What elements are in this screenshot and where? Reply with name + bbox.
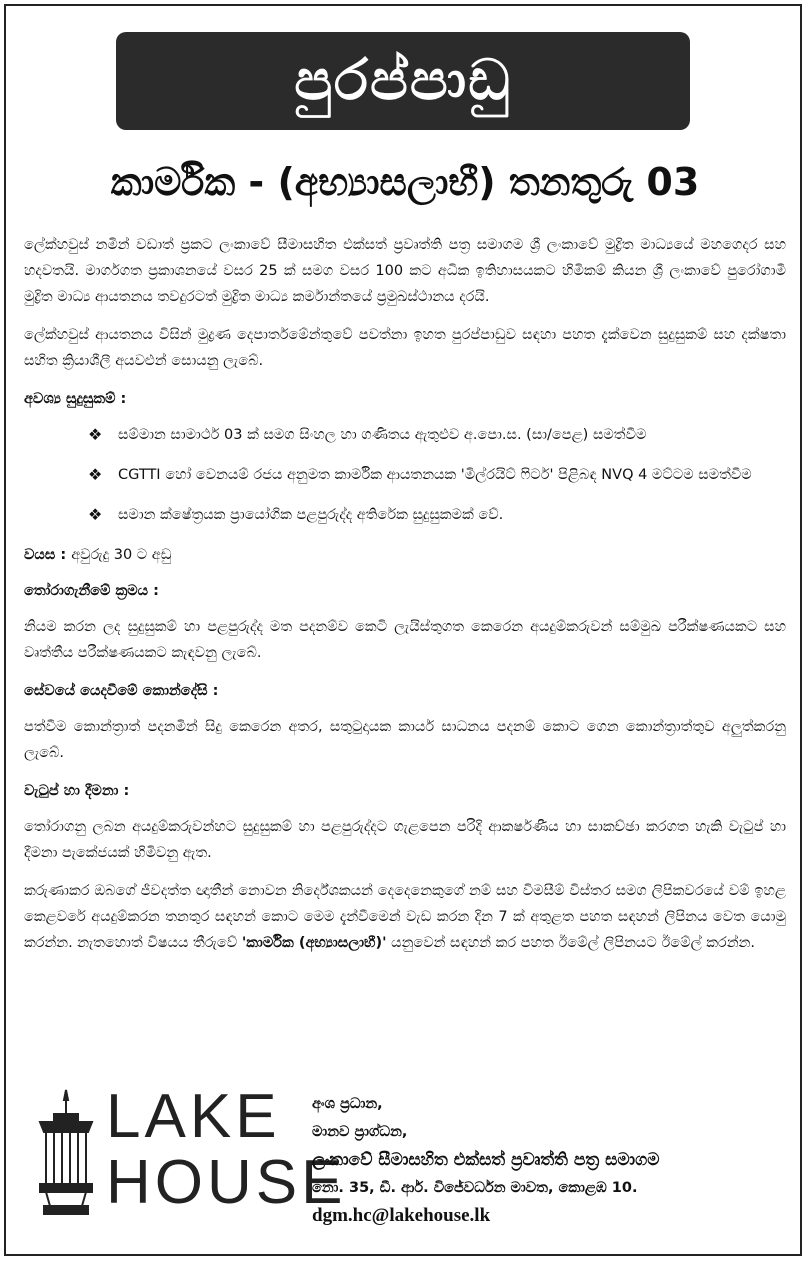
salary-paragraph: තෝරාගනු ලබන අයදුම්කරුවන්හට සුදුසුකම් හා පළපුරුද්දට ගැළපෙන පරිදි ආකර්ෂණීය හා සාකච්ඡා කරගත හැකි වැටුප් හා දීමනා පැකේජයක් හිමිවනු ඇත.	[24, 819, 786, 861]
requirement-text: සම්මාන සාමාර්ථ 03 ක් සමග සිංහල හා ගණිතය ඇතුළුව අ.පො.ස. (සා/පෙළ) සමත්වීම	[118, 427, 647, 443]
requirements-heading: අවශ්‍ය සුදුසුකම් :	[24, 391, 127, 407]
conditions-heading: සේවයේ යෙදවීමේ කොන්දේසි :	[24, 683, 219, 699]
address-line-2: මානව ප්‍රාග්ධන,	[312, 1124, 408, 1140]
salary-heading: වැටුප් හා දීමනා :	[24, 783, 130, 799]
address-line-1: අංශ ප්‍රධාන,	[312, 1096, 383, 1112]
application-text-end: යනුවෙන් සඳහන් කර පහත ඊමේල් ලිපිනයට ඊමේල් කරන්න.	[391, 935, 755, 951]
logo-word-lake: LAKE	[106, 1082, 281, 1151]
organization-name: ලංකාවේ සීමාසහිත එක්සත් ප්‍රවෘත්ති පත්‍ර සමාගම	[312, 1150, 660, 1170]
advert-body	[24, 232, 786, 968]
banner-title: පුරප්පාඩු	[294, 48, 512, 113]
lake-house-logo	[34, 1082, 347, 1222]
vacancies-banner	[116, 32, 690, 130]
email-subject-text: 'කාර්මික (අභ්‍යාසලාභී)'	[241, 935, 387, 951]
list-item	[88, 502, 786, 528]
age-requirement	[24, 542, 786, 568]
contact-address	[312, 1090, 782, 1230]
diamond-bullet-icon: ❖	[88, 425, 103, 444]
contact-email: dgm.hc@lakehouse.lk	[312, 1205, 491, 1226]
selection-paragraph: නියම කරන ලද සුදුසුකම් හා පළපුරුද්ද මත පදනම්ව කෙටි ලැයිස්තුගත කෙරෙන අයදුම්කරුවන් සම්මුඛ පරීක්ෂණයකට සහ වෘත්තීය පරීක්ෂණයකට කැඳවනු ලැබේ.	[24, 619, 786, 661]
diamond-bullet-icon: ❖	[88, 505, 103, 524]
requirements-list	[24, 422, 786, 528]
application-text: කරුණාකර ඔබගේ ජීවදත්ත ඥාතීන් නොවන නිර්දේශකයන් දෙදෙනෙකුගේ නම් සහ විමසීම් විස්තර සමග ලිපිකවරයේ වම් ඉහළ කෙළවරේ අයදුම්කරන තනතුර සඳහන් කොට මෙම දැන්වීමෙන් වැඩ කරන දින 7 ක් අතුළත පහත සඳහන් ලිපිනය වෙත යොමු කරන්න. නැතහොත් විෂයය තීරුවේ	[24, 883, 786, 951]
conditions-paragraph: පත්වීම කොන්ත්‍රාත් පදනමින් සිදු කෙරෙන අතර, සතුටුදායක කාර්ය සාධනය පදනම් කොට ගෙන කොන්ත්‍රාත්තුව අලුත්කරනු ලැබේ.	[24, 719, 786, 761]
application-paragraph	[24, 878, 786, 956]
logo-word-house: HOUSE	[106, 1148, 347, 1217]
job-title: කාර්මික - (අභ්‍යාසලාභී) තනතුරු 03	[110, 160, 700, 204]
diamond-bullet-icon: ❖	[88, 465, 103, 484]
street-address: නො. 35, ඩී. ආර්. විජේවර්ධන මාවත, කොළඹ 10.	[312, 1180, 638, 1196]
list-item	[88, 422, 786, 448]
requirement-text: CGTTI හෝ වෙනයම් රජය අනුමත කාර්මික ආයතනයක 'මිල්රයිට් ෆිටර්' පිළිබඳ NVQ 4 මට්ටම සමත්වීම	[118, 467, 752, 483]
pillar-emblem-icon	[34, 1088, 98, 1218]
age-label: වයස :	[24, 547, 67, 563]
intro-paragraph-1: ලේක්හවුස් නමින් වඩාත් ප්‍රකට ලංකාවේ සීමාසහිත එක්සත් ප්‍රවෘත්ති පත්‍ර සමාගම ශ්‍රී ලංකාවේ මුද්‍රිත මාධ්‍යයේ මහගෙදර සහ හදවතයි. මාර්ගගත ප්‍රකාශනයේ වසර 25 ක් සමග වසර 100 කට අධික ඉතිහාසයකට හිමිකම් කියන ශ්‍රී ලංකාවේ පුරෝගාමී මුද්‍රිත මාධ්‍ය ආයතනය තවදුරටත් මුද්‍රිත මාධ්‍ය කර්මාන්තයේ ප්‍රමුඛස්ථානය දරයි.	[24, 237, 786, 305]
intro-paragraph-2: ලේක්හවුස් ආයතනය විසින් මුද්‍රණ දෙපාර්තමේන්තුවේ පවත්නා ඉහත පුරප්පාඩුව සඳහා පහත දැක්වෙන සුදුසුකම් සහ දක්ෂතා සහිත ක්‍රියාශීලී අයවළුන් සොයනු ලැබේ.	[24, 327, 786, 369]
list-item	[88, 462, 786, 488]
age-value: අවුරුදු 30 ට අඩු	[71, 547, 172, 563]
selection-heading: තෝරාගැනීමේ ක්‍රමය :	[24, 583, 159, 599]
requirement-text: සමාන ක්ෂේත්‍රයක ප්‍රායෝගික පළපුරුද්ද අතිරේක සුදුසුකමක් වේ.	[118, 507, 504, 523]
